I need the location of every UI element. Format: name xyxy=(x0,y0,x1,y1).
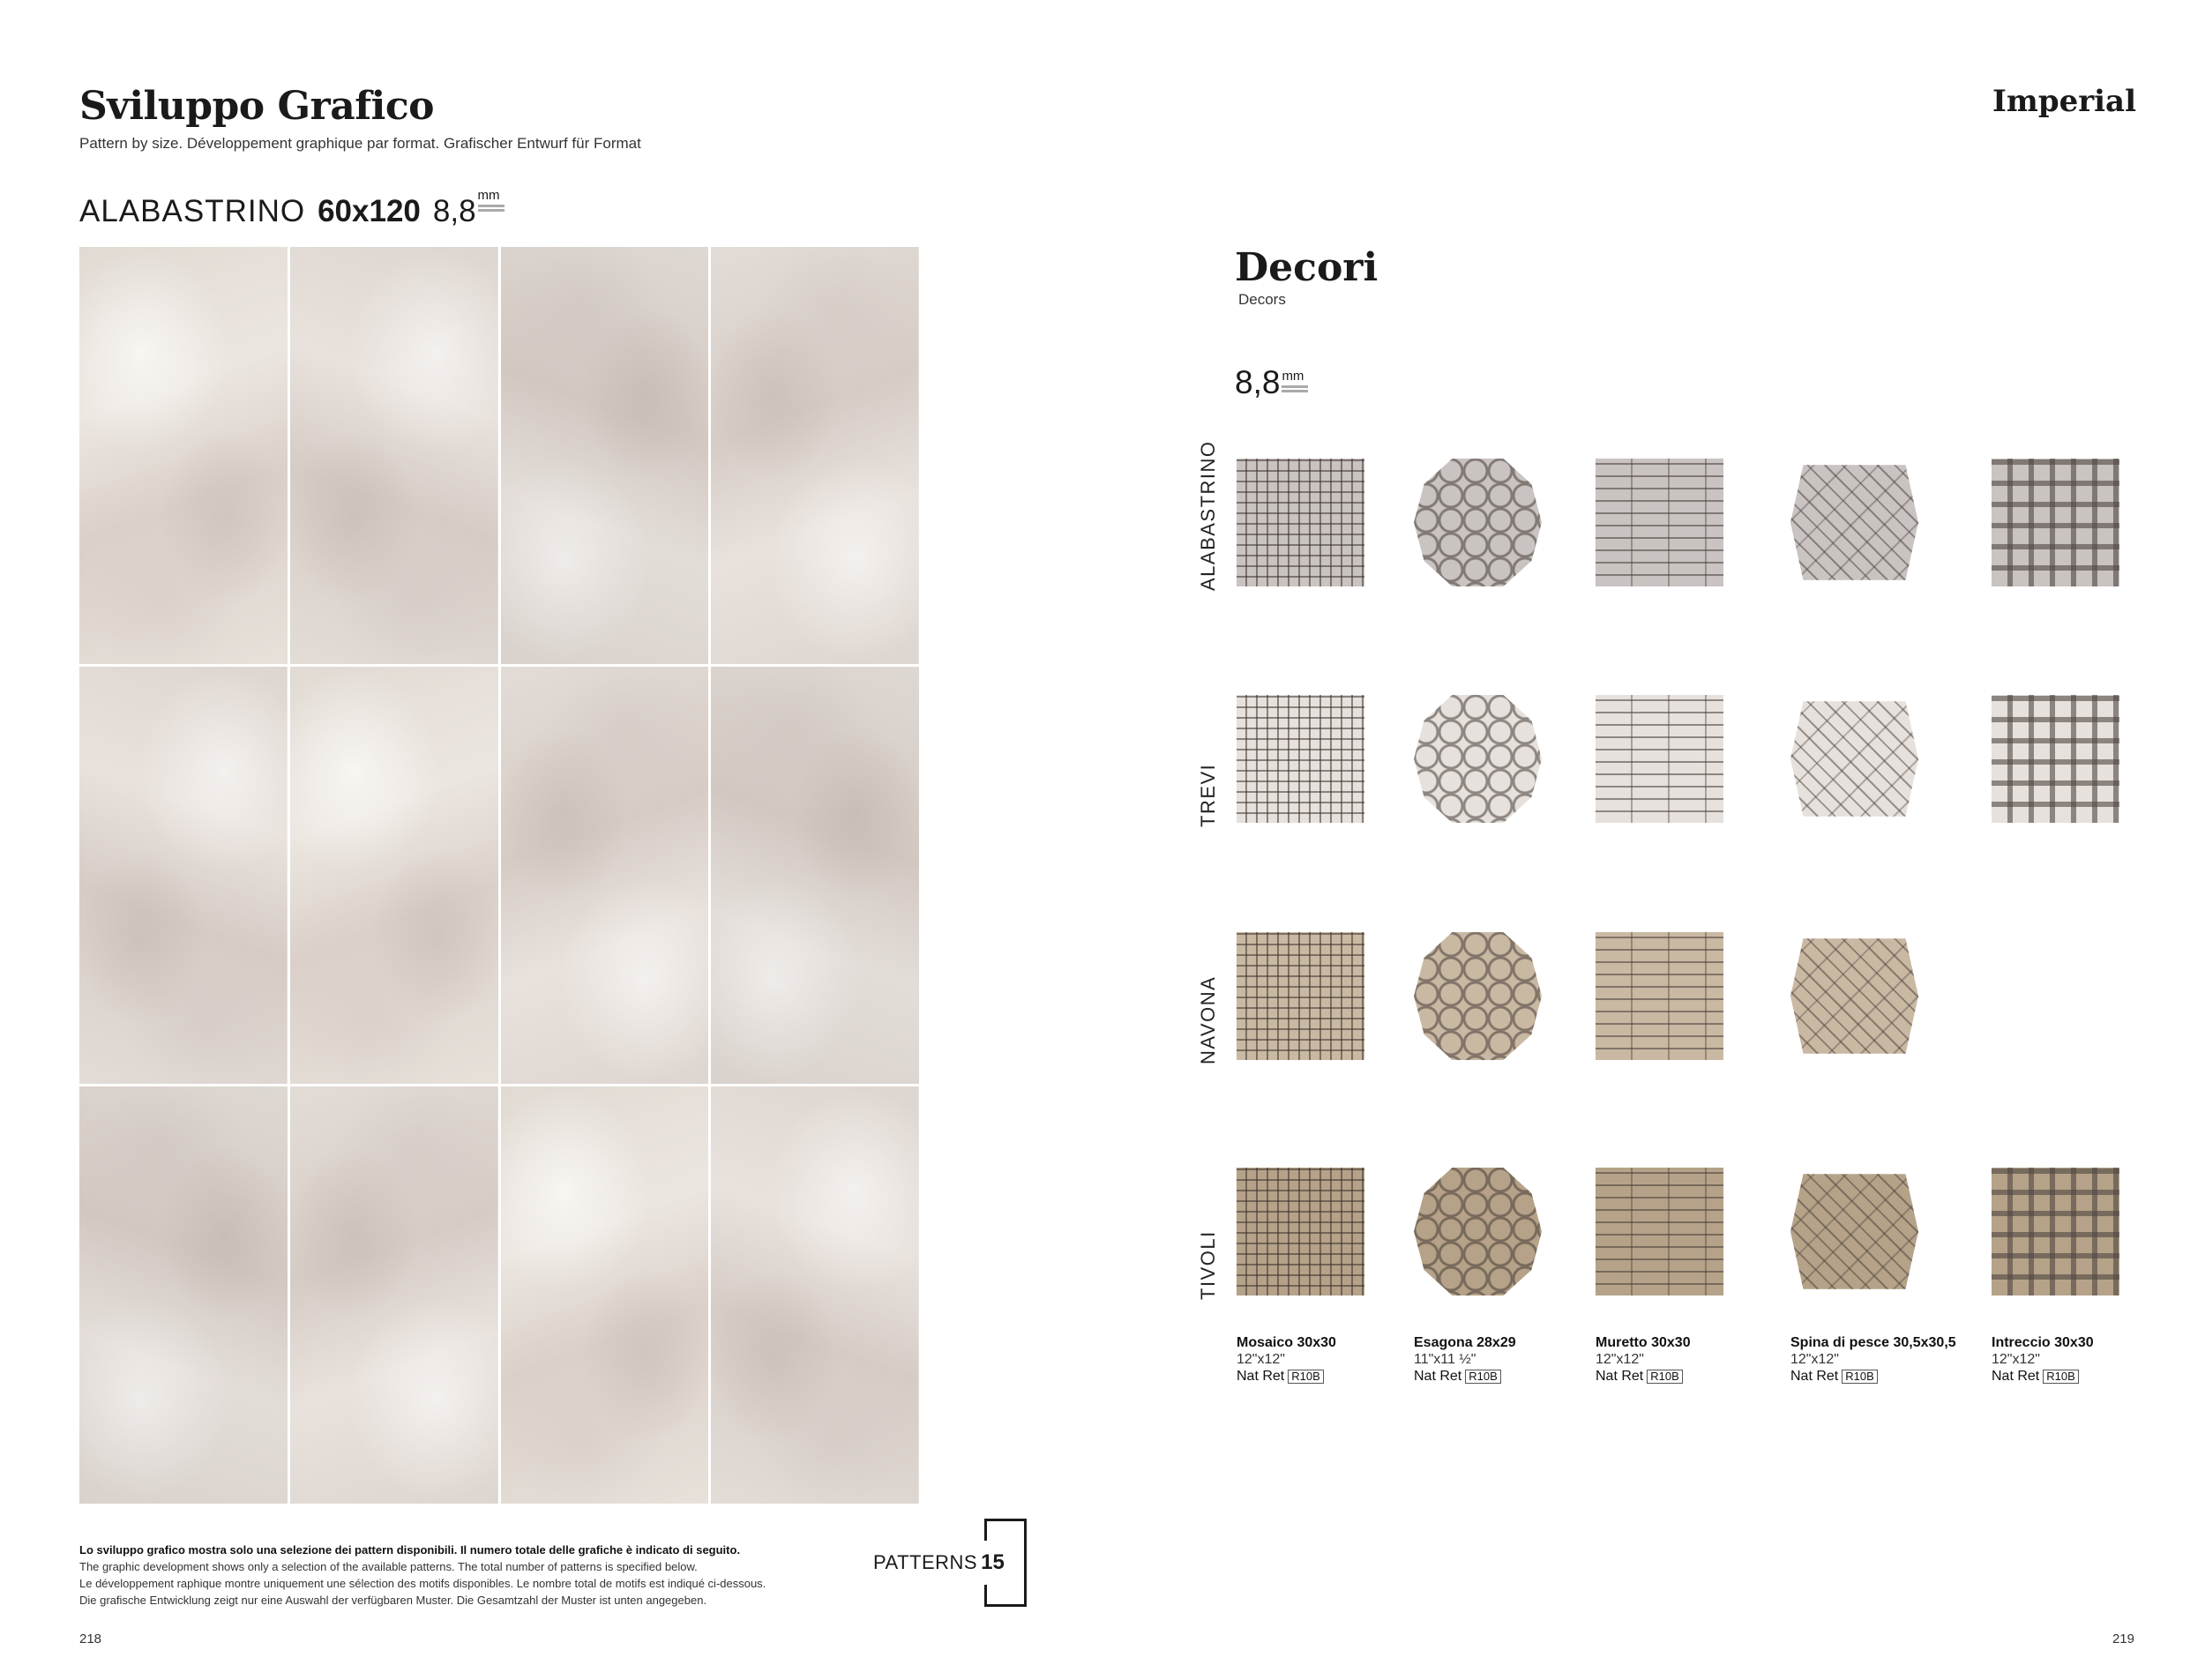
page-subtitle: Pattern by size. Développement graphique par format. Grafischer Entwurf für Format xyxy=(79,135,641,152)
thickness-unit: mm xyxy=(477,188,500,203)
decor-slip-rating: R10B xyxy=(1288,1370,1324,1384)
decor-swatch-mosaico xyxy=(1237,695,1364,823)
decor-swatch-muretto xyxy=(1596,695,1723,823)
footnote-de: Die grafische Entwicklung zeigt nur eine Auswahl der verfügbaren Muster. Die Gesamtzahl der Muster ist unten angegeben. xyxy=(79,1594,707,1607)
collection-name: ALABASTRINO xyxy=(79,194,306,228)
patterns-label: PATTERNS xyxy=(873,1551,978,1573)
decor-finish: Nat Ret xyxy=(1790,1369,1839,1384)
decori-subtitle: Decors xyxy=(1238,291,1286,308)
patterns-bracket-icon xyxy=(981,1519,1027,1607)
tile xyxy=(79,1086,288,1504)
tile xyxy=(290,667,498,1084)
decor-swatch-mosaico xyxy=(1237,932,1364,1060)
decor-finish: Nat Ret xyxy=(1596,1369,1644,1384)
collection-thickness xyxy=(432,188,505,229)
thickness-bars-icon xyxy=(478,205,505,212)
page-title: Sviluppo Grafico xyxy=(79,84,435,129)
decori-row-label: TIVOLI xyxy=(1197,1230,1219,1300)
tile xyxy=(501,1086,709,1504)
decor-name: Esagona 28x29 xyxy=(1414,1335,1516,1350)
footnote xyxy=(79,1542,856,1609)
decor-finish-line xyxy=(1414,1368,1516,1385)
collection-size: 60x120 xyxy=(318,194,421,228)
decor-caption xyxy=(1414,1334,1516,1385)
decor-finish-line xyxy=(1992,1368,2094,1385)
tile xyxy=(711,1086,919,1504)
decor-inches: 12"x12" xyxy=(1596,1352,1644,1367)
decor-name: Mosaico 30x30 xyxy=(1237,1335,1336,1350)
footnote-fr: Le développement raphique montre uniquement une sélection des motifs disponibles. Le nombre total de motifs est indiqué ci-dessous. xyxy=(79,1577,766,1590)
thickness-bars-icon xyxy=(1282,385,1308,392)
decori-row-label: TREVI xyxy=(1197,763,1219,827)
decor-slip-rating: R10B xyxy=(1842,1370,1878,1384)
tile xyxy=(79,667,288,1084)
patterns-count: 15 xyxy=(981,1550,1005,1574)
tile xyxy=(290,247,498,664)
footnote-en: The graphic development shows only a selection of the available patterns. The total number of patterns is specified below. xyxy=(79,1560,698,1573)
decor-swatch-intreccio xyxy=(1992,1168,2119,1295)
footnote-it: Lo sviluppo grafico mostra solo una selezione dei pattern disponibili. Il numero totale delle grafiche è indicato di seguito. xyxy=(79,1543,741,1557)
thickness-unit-badge xyxy=(478,189,505,212)
decor-inches: 12"x12" xyxy=(1237,1352,1285,1367)
decor-inches: 12"x12" xyxy=(1790,1352,1839,1367)
decor-swatch-muretto xyxy=(1596,1168,1723,1295)
tile xyxy=(79,247,288,664)
tile xyxy=(290,1086,498,1504)
decori-thickness xyxy=(1235,364,1308,401)
decor-finish-line xyxy=(1790,1368,1956,1385)
thickness-value: 8,8 xyxy=(432,194,476,228)
tile xyxy=(711,667,919,1084)
decor-caption xyxy=(1596,1334,1691,1385)
decor-inches: 11"x11 ½" xyxy=(1414,1352,1476,1367)
decor-swatch-esagona xyxy=(1414,459,1542,586)
decor-swatch-spina xyxy=(1790,459,1918,586)
decor-swatch-spina xyxy=(1790,695,1918,823)
tile xyxy=(501,247,709,664)
decor-finish-line xyxy=(1596,1368,1691,1385)
decor-finish-line xyxy=(1237,1368,1336,1385)
page-number-right: 219 xyxy=(2112,1631,2134,1646)
tile xyxy=(501,667,709,1084)
tile-layout-preview xyxy=(79,247,919,1504)
decor-name: Muretto 30x30 xyxy=(1596,1335,1691,1350)
decor-swatch-esagona xyxy=(1414,932,1542,1060)
brand-name: Imperial xyxy=(1992,84,2136,119)
collection-heading xyxy=(79,188,505,229)
decor-caption xyxy=(1237,1334,1336,1385)
decor-swatch-mosaico xyxy=(1237,459,1364,586)
decor-swatch-spina xyxy=(1790,932,1918,1060)
decor-caption xyxy=(1790,1334,1956,1385)
decori-row-label: NAVONA xyxy=(1197,975,1219,1064)
decor-swatch-spina xyxy=(1790,1168,1918,1295)
decori-thickness-unit: mm xyxy=(1282,369,1304,384)
decor-finish: Nat Ret xyxy=(1992,1369,2040,1384)
decori-row-label: ALABASTRINO xyxy=(1197,440,1219,591)
decor-name: Intreccio 30x30 xyxy=(1992,1335,2094,1350)
tile xyxy=(711,247,919,664)
decor-slip-rating: R10B xyxy=(1647,1370,1683,1384)
decor-name: Spina di pesce 30,5x30,5 xyxy=(1790,1335,1956,1350)
decor-caption xyxy=(1992,1334,2094,1385)
decor-finish: Nat Ret xyxy=(1237,1369,1285,1384)
decor-swatch-mosaico xyxy=(1237,1168,1364,1295)
decor-slip-rating: R10B xyxy=(1465,1370,1501,1384)
decor-slip-rating: R10B xyxy=(2043,1370,2079,1384)
decor-swatch-intreccio xyxy=(1992,695,2119,823)
decori-thickness-unit-badge xyxy=(1282,370,1308,392)
decor-swatch-muretto xyxy=(1596,932,1723,1060)
decor-swatch-muretto xyxy=(1596,459,1723,586)
decor-swatch-intreccio xyxy=(1992,459,2119,586)
page-number-left: 218 xyxy=(79,1631,102,1646)
decori-thickness-value: 8,8 xyxy=(1235,364,1281,400)
decori-title: Decori xyxy=(1235,245,1379,290)
decor-swatch-esagona xyxy=(1414,695,1542,823)
decor-finish: Nat Ret xyxy=(1414,1369,1462,1384)
decor-inches: 12"x12" xyxy=(1992,1352,2040,1367)
patterns-count-box xyxy=(873,1519,1027,1607)
decor-swatch-esagona xyxy=(1414,1168,1542,1295)
